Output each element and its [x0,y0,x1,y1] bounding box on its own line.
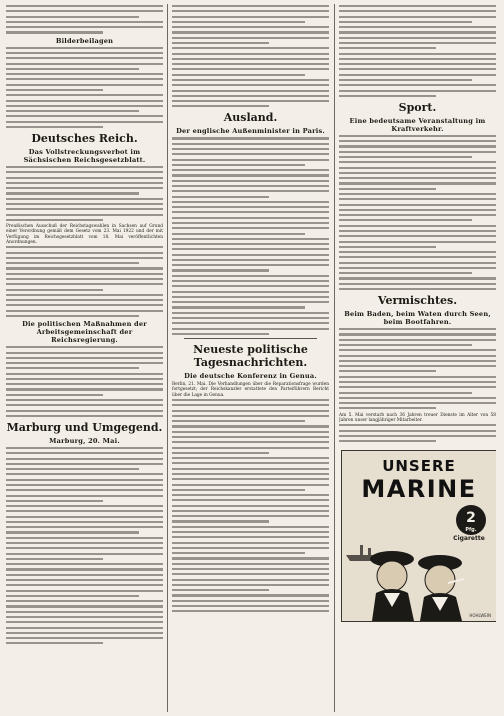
section-heading: Ausland. [223,111,278,125]
article-heading: Eine bedeutsame Veranstaltung im Kraftverkehr. [349,116,486,133]
text-block [339,328,496,409]
divider [184,338,317,339]
section-heading: Vermischtes. [377,294,458,308]
ad-line-1: UNSERE [382,457,456,476]
ad-price-unit: Pfg. [465,527,477,534]
column-right [339,4,496,712]
text-block [6,447,163,645]
article-heading: Beim Baden, beim Waten durch Seen, beim Bootfahren. [344,310,491,327]
section-heading: Marburg und Umgegend. [6,420,163,434]
article-text: Berlin, 21. Mai. Die Verhandlungen über die Reparationsfrage wurden fortgesetzt; der Reichskanzler erstattete den Parteiführern Bericht über die Lage in Genua. [172,382,329,398]
text-block [6,246,163,317]
text-block [339,5,496,97]
article-text: Am 5. Mai verstarb nach 36 Jahren treuer Dienste im Alter von 58 Jahren unser langjähriger Mitarbeiter. [339,412,496,423]
section-heading: Deutsches Reich. [31,132,138,145]
text-block [172,399,329,612]
text-block [339,424,496,442]
text-block [6,346,163,417]
section-heading: Sport. [398,100,437,114]
ad-product: Cigarette [453,535,485,543]
article-heading: Der englische Außenminister in Paris. [176,127,325,136]
ad-brand: MARINE [361,475,477,504]
text-block [172,137,329,335]
column-rule [334,4,335,712]
column-middle [172,4,329,712]
article-heading: Die politischen Maßnahmen der Arbeitsgemeinschaft der Reichsregierung. [22,320,147,345]
article-heading: Die deutsche Konferenz in Genua. [184,372,317,381]
text-block [6,5,163,34]
text-block [6,166,163,221]
text-block [339,135,496,290]
article-text: Preußischen Ausschuß der Reichstagswahlen in Sachsen auf Grund einer Verordnung gemäß dem Gesetz vom 23. Mai 1922 und der mit Verfügung im Reichsgesetzblatt vom 18. Mai veröffentlichten Anordnungen. [6,224,163,245]
text-block [172,5,329,107]
column-left [6,4,163,712]
section-heading: Neueste politische Tagesnachrichten. [193,343,308,370]
ad-signature: HOHLWEIN [469,613,491,619]
column-rule [167,4,168,712]
section-heading: Bilderbeilagen [55,36,114,45]
cigarette-advertisement [341,450,496,622]
ad-price-badge [456,505,486,535]
article-heading: Das Vollstreckungsverbot im Sächsischen Reichsgesetzblatt. [23,148,146,164]
text-block [6,47,163,128]
dateline: Marburg, 20. Mai. [49,436,120,445]
ad-price: 2 [466,510,476,527]
